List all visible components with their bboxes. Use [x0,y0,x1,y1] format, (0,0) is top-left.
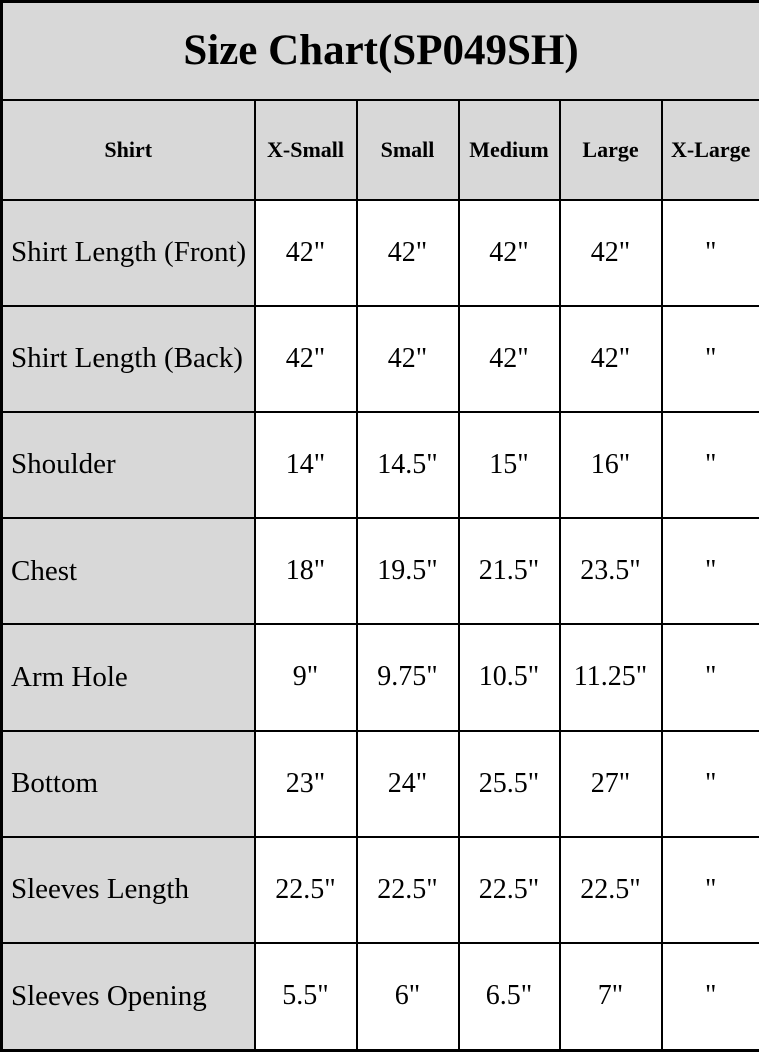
col-header-small: Small [357,100,459,200]
header-row [2,100,759,200]
cell-value: 24" [357,731,459,837]
cell-value: 14" [255,412,357,518]
cell-value: " [662,306,759,412]
cell-value: 5.5" [255,943,357,1051]
cell-value: 42" [560,200,662,306]
table-row-arm-hole [2,624,759,730]
col-header-x-large: X-Large [662,100,759,200]
cell-value: 27" [560,731,662,837]
cell-value: 23" [255,731,357,837]
title-row [2,2,759,100]
row-label: Shirt Length (Back) [2,306,255,412]
cell-value: 9.75" [357,624,459,730]
cell-value: 22.5" [255,837,357,943]
cell-value: " [662,731,759,837]
row-label: Arm Hole [2,624,255,730]
table-row-shirt-length-back [2,306,759,412]
row-label: Shoulder [2,412,255,518]
cell-value: 22.5" [357,837,459,943]
cell-value: 25.5" [459,731,560,837]
cell-value: 16" [560,412,662,518]
cell-value: 9" [255,624,357,730]
col-header-x-small: X-Small [255,100,357,200]
cell-value: 42" [255,306,357,412]
cell-value: 18" [255,518,357,624]
cell-value: 42" [357,306,459,412]
table-row-sleeves-length [2,837,759,943]
cell-value: 15" [459,412,560,518]
cell-value: 22.5" [459,837,560,943]
cell-value: 42" [459,306,560,412]
cell-value: " [662,518,759,624]
cell-value: 14.5" [357,412,459,518]
chart-title: Size Chart(SP049SH) [2,2,759,100]
row-label: Chest [2,518,255,624]
row-label: Sleeves Length [2,837,255,943]
cell-value: " [662,837,759,943]
cell-value: " [662,412,759,518]
row-label: Bottom [2,731,255,837]
cell-value: 6.5" [459,943,560,1051]
cell-value: 23.5" [560,518,662,624]
cell-value: 42" [459,200,560,306]
table-row-sleeves-opening [2,943,759,1051]
row-label: Sleeves Opening [2,943,255,1051]
table-row-shoulder [2,412,759,518]
cell-value: 42" [255,200,357,306]
cell-value: 10.5" [459,624,560,730]
cell-value: " [662,200,759,306]
cell-value: 42" [357,200,459,306]
cell-value: 7" [560,943,662,1051]
table-row-shirt-length-front [2,200,759,306]
corner-header-shirt: Shirt [2,100,255,200]
cell-value: 19.5" [357,518,459,624]
col-header-large: Large [560,100,662,200]
cell-value: 21.5" [459,518,560,624]
cell-value: 42" [560,306,662,412]
row-label: Shirt Length (Front) [2,200,255,306]
cell-value: 22.5" [560,837,662,943]
col-header-medium: Medium [459,100,560,200]
cell-value: " [662,624,759,730]
table-row-bottom [2,731,759,837]
cell-value: " [662,943,759,1051]
cell-value: 11.25" [560,624,662,730]
cell-value: 6" [357,943,459,1051]
table-row-chest [2,518,759,624]
